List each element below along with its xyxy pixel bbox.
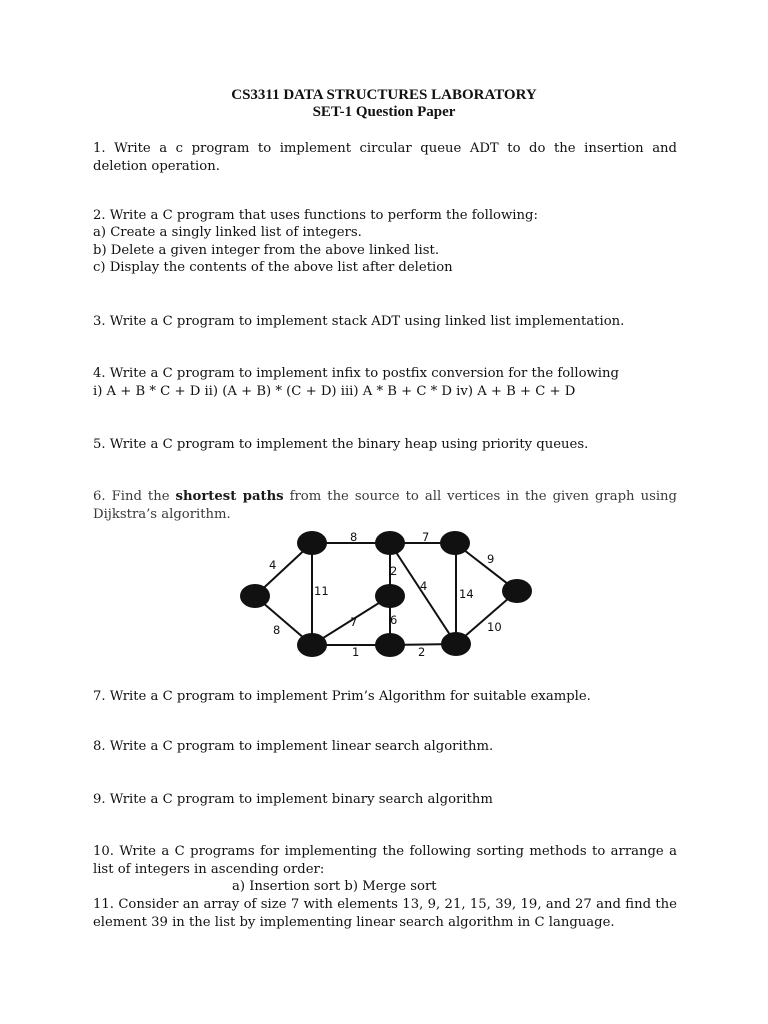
dijkstra-graph <box>232 523 534 663</box>
weight-label: 11 <box>314 584 329 598</box>
question-1-line-2: deletion operation. <box>93 159 220 174</box>
graph-node <box>441 632 471 656</box>
paper-subtitle: SET-1 Question Paper <box>312 104 456 120</box>
question-10-line-1: 10. Write a C programs for implementing the following sorting methods to arrange a <box>93 844 677 859</box>
question-2-line-1: 2. Write a C program that uses functions to perform the following: <box>93 208 538 223</box>
question-9-line-1: 9. Write a C program to implement binary search algorithm <box>93 792 493 807</box>
weight-label: 2 <box>390 564 398 578</box>
question-4-line-1: 4. Write a C program to implement infix to postfix conversion for the following <box>93 366 619 381</box>
weight-label: 8 <box>350 530 358 544</box>
weight-label: 4 <box>269 558 277 572</box>
question-11-line-2: element 39 in the list by implementing linear search algorithm in C language. <box>93 915 615 930</box>
question-2-item-c: c) Display the contents of the above list after deletion <box>93 260 453 275</box>
question-11-line-1: 11. Consider an array of size 7 with elements 13, 9, 21, 15, 39, 19, and 27 and find the <box>93 897 677 912</box>
graph-node <box>297 633 327 657</box>
question-6-prefix: 6. Find the <box>93 489 176 504</box>
question-2-item-b: b) Delete a given integer from the above linked list. <box>93 243 440 258</box>
graph-node <box>502 579 532 603</box>
question-6-line-1 <box>93 488 677 505</box>
graph-node <box>375 584 405 608</box>
question-8-line-1: 8. Write a C program to implement linear search algorithm. <box>93 739 494 754</box>
question-7-line-1: 7. Write a C program to implement Prim’s Algorithm for suitable example. <box>93 689 591 704</box>
graph-node <box>240 584 270 608</box>
weight-label: 7 <box>350 615 358 629</box>
weight-label: 10 <box>487 620 502 634</box>
question-2-item-a: a) Create a singly linked list of integers. <box>93 225 362 240</box>
question-10-line-3: a) Insertion sort b) Merge sort <box>232 879 437 894</box>
question-6-suffix: from the source to all vertices in the given graph using <box>283 489 677 504</box>
weight-label: 14 <box>459 587 474 601</box>
weight-label: 1 <box>352 645 360 659</box>
question-5-line-1: 5. Write a C program to implement the binary heap using priority queues. <box>93 437 589 452</box>
question-3-line-1: 3. Write a C program to implement stack ADT using linked list implementation. <box>93 314 625 329</box>
weight-label: 4 <box>420 579 428 593</box>
question-4-line-2: i) A + B * C + D ii) (A + B) * (C + D) iii) A * B + C * D iv) A + B + C + D <box>93 384 576 399</box>
weight-label: 8 <box>273 623 281 637</box>
weight-label: 2 <box>418 645 426 659</box>
question-10-line-2: list of integers in ascending order: <box>93 862 325 877</box>
question-6-line-2: Dijkstra’s algorithm. <box>93 507 231 522</box>
graph-node <box>375 531 405 555</box>
graph-nodes <box>240 531 532 657</box>
graph-node <box>297 531 327 555</box>
weight-label: 6 <box>390 613 398 627</box>
graph-node <box>440 531 470 555</box>
weight-label: 9 <box>487 552 495 566</box>
weight-label: 7 <box>422 530 430 544</box>
question-6-bold: shortest paths <box>175 489 284 504</box>
question-1-line-1: 1. Write a c program to implement circular queue ADT to do the insertion and <box>93 141 677 156</box>
graph-node <box>375 633 405 657</box>
paper-title: CS3311 DATA STRUCTURES LABORATORY <box>231 87 537 103</box>
